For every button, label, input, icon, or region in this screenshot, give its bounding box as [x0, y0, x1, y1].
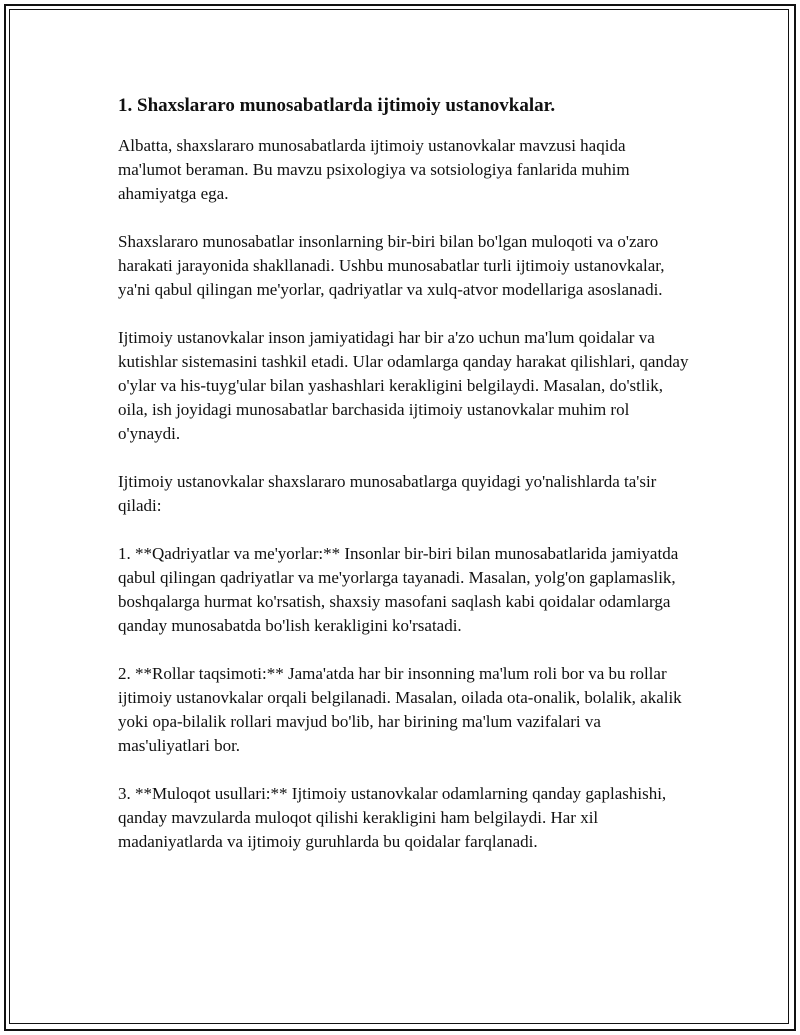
paragraph-interpersonal-relations: Shaxslararo munosabatlar insonlarning bir-biri bilan bo'lgan muloqoti va o'zaro harakati jarayonida shakllanadi. Ushbu munosabatlar turli ijtimoiy ustanovkalar, ya'ni qabul qilingan me'yorlar, qadriyatlar va xulq-atvor modellariga asoslanadi. — [118, 232, 665, 299]
list-item-communication-methods: 3. **Muloqot usullari:** Ijtimoiy ustanovkalar odamlarning qanday gaplashishi, qanday mavzularda muloqot qilishi kerakligini ham belgilaydi. Har xil madaniyatlarda va ijtimoiy guruhlarda bu qoidalar farqlanadi. — [118, 784, 667, 851]
paragraph-social-norms: Ijtimoiy ustanovkalar inson jamiyatidagi har bir a'zo uchun ma'lum qoidalar va kutishlar sistemasini tashkil etadi. Ular odamlarga qanday harakat qilishlari, qanday o'ylar va his-tuyg'ular bilan yashashlari kerakligini belgilaydi. Masalan, do'stlik, oila, ish joyidagi munosabatlar barchasida ijtimoiy ustanovkalar muhim rol o'ynaydi. — [118, 328, 689, 443]
document-body — [118, 92, 693, 878]
list-item-role-distribution: 2. **Rollar taqsimoti:** Jama'atda har bir insonning ma'lum roli bor va bu rollar ijtimoiy ustanovkalar orqali belgilanadi. Masalan, oilada ota-onalik, bolalik, akalik yoki opa-bilalik rollari mavjud bo'lib, har birining ma'lum vazifalari va mas'uliyatlari bor. — [118, 664, 682, 755]
paragraph-influence-intro: Ijtimoiy ustanovkalar shaxslararo munosabatlarga quyidagi yo'nalishlarda ta'sir qiladi: — [118, 472, 657, 515]
document-title: 1. Shaxslararo munosabatlarda ijtimoiy ustanovkalar. — [118, 95, 556, 116]
paragraph-intro: Albatta, shaxslararo munosabatlarda ijtimoiy ustanovkalar mavzusi haqida ma'lumot beraman. Bu mavzu psixologiya va sotsiologiya fanlarida muhim ahamiyatga ega. — [118, 136, 630, 203]
list-item-values-norms: 1. **Qadriyatlar va me'yorlar:** Insonlar bir-biri bilan munosabatlarida jamiyatda qabul qilingan qadriyatlar va me'yorlarga tayanadi. Masalan, yolg'on gaplamaslik, boshqalarga hurmat ko'rsatish, shaxsiy masofani saqlash kabi qoidalar odamlarga qanday munosabatda bo'lish kerakligini ko'rsatadi. — [118, 544, 679, 635]
